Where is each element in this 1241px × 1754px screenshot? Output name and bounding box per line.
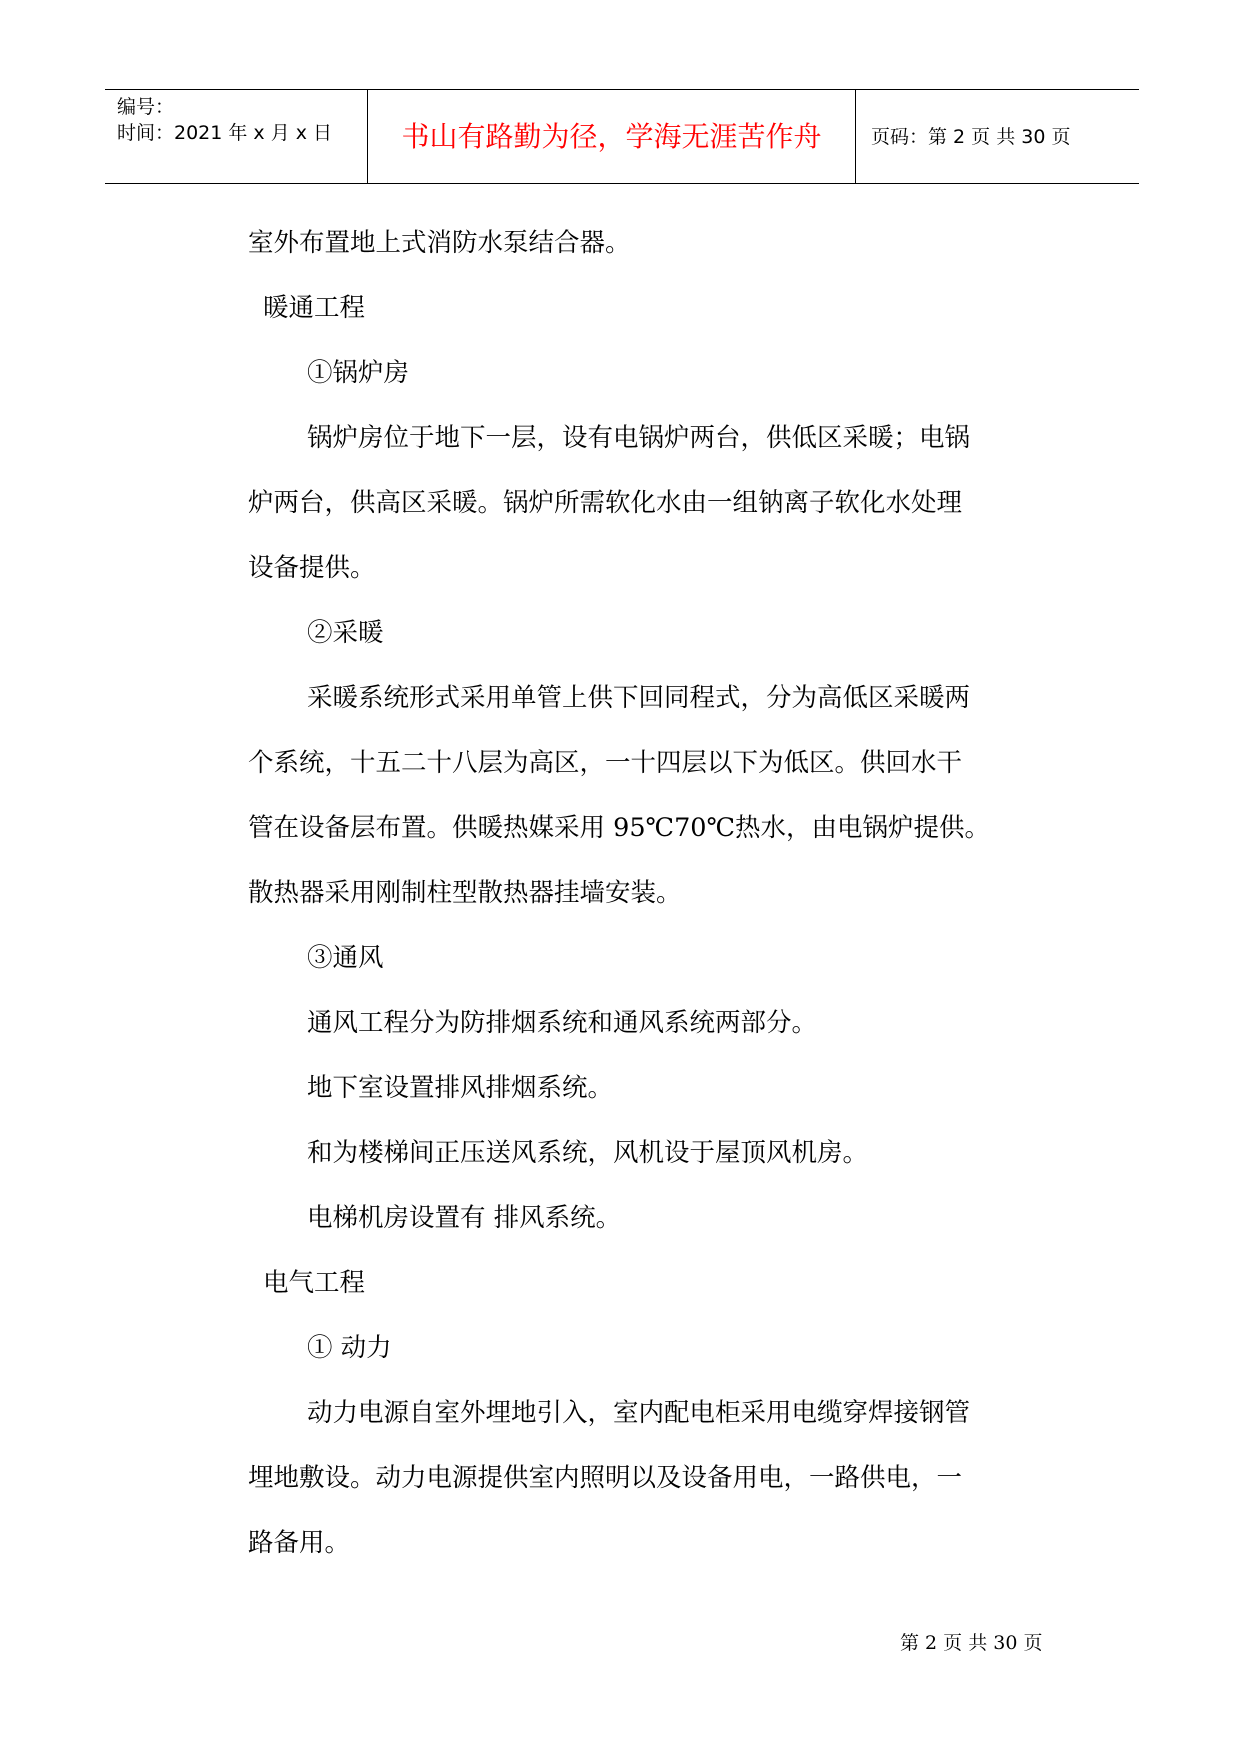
body-line: 路备用。	[248, 1528, 351, 1558]
body-line: 锅炉房位于地下一层，设有电锅炉两台，供低区采暖；电锅	[307, 423, 971, 453]
subsection-heading: ②采暖	[307, 618, 384, 648]
body-line: 采暖系统形式采用单管上供下回同程式，分为高低区采暖两	[307, 683, 971, 713]
body-line: 管在设备层布置。供暖热媒采用 95℃70℃热水，由电锅炉提供。	[248, 813, 991, 843]
body-line: 电梯机房设置有 排风系统。	[307, 1203, 622, 1233]
body-line: 和为楼梯间正压送风系统，风机设于屋顶风机房。	[307, 1138, 869, 1168]
header-page-number: 页码：第 2 页 共 30 页	[871, 126, 1071, 148]
motto-text: 书山有路勤为径，学海无涯苦作舟	[401, 120, 822, 153]
body-line: 通风工程分为防排烟系统和通风系统两部分。	[307, 1008, 818, 1038]
serial-number-label: 编号：	[117, 96, 175, 118]
body-line: 动力电源自室外埋地引入，室内配电柜采用电缆穿焊接钢管	[307, 1398, 971, 1428]
header-info-cell	[105, 90, 368, 183]
subsection-heading: ③通风	[307, 943, 384, 973]
body-line: 设备提供。	[248, 553, 376, 583]
body-line: 埋地敷设。动力电源提供室内照明以及设备用电，一路供电，一	[248, 1463, 963, 1493]
body-line: 室外布置地上式消防水泵结合器。	[248, 228, 631, 258]
body-line: 散热器采用刚制柱型散热器挂墙安装。	[248, 878, 682, 908]
page-header	[105, 89, 1139, 184]
body-line: 个系统，十五二十八层为高区，一十四层以下为低区。供回水干	[248, 748, 963, 778]
footer-page-number: 第 2 页 共 30 页	[900, 1632, 1043, 1654]
subsection-heading: ① 动力	[307, 1333, 392, 1363]
date-label: 时间：2021 年 x 月 x 日	[117, 122, 333, 144]
body-line: 地下室设置排风排烟系统。	[307, 1073, 614, 1103]
subsection-heading: ①锅炉房	[307, 358, 410, 388]
body-line: 炉两台，供高区采暖。锅炉所需软化水由一组钠离子软化水处理	[248, 488, 963, 518]
section-heading: 电气工程	[263, 1268, 366, 1298]
header-motto-cell	[368, 90, 856, 183]
section-heading: 暖通工程	[263, 293, 366, 323]
header-page-cell	[856, 90, 1139, 183]
